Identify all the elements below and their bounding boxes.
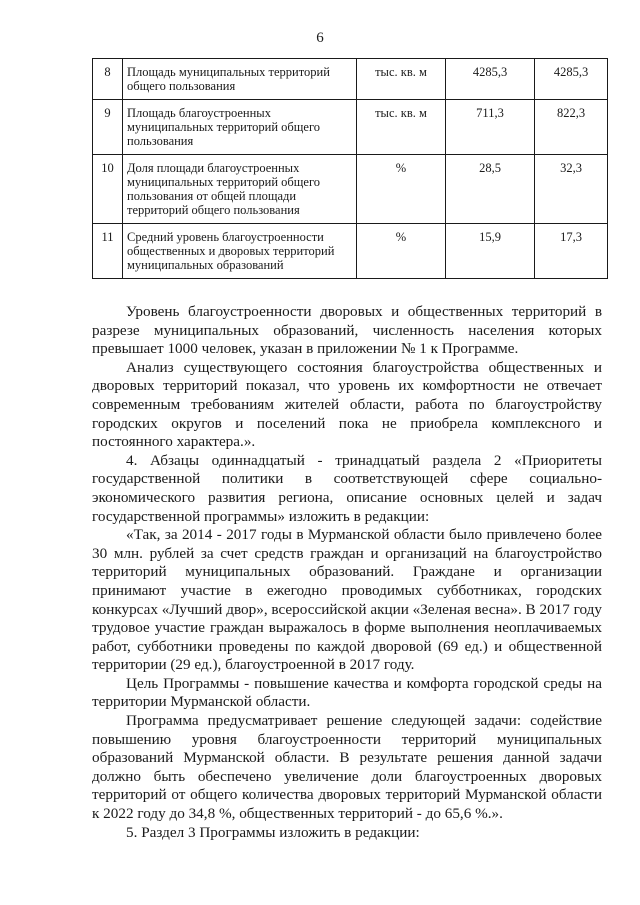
paragraph: Программа предусматривает решение следующей задачи: содействие повышению уровня благоустроенности территорий муниципальных образований Мурманской области. В результате решения данной задачи должно быть обеспечено увеличение доли благоустроенных дворовых территорий от общего количества дворовых территорий Мурманской области к 2022 году до 34,8 %, общественных территорий - до 65,6 %.». <box>92 712 602 823</box>
table-row <box>93 59 608 100</box>
value-cell: 17,3 <box>535 224 608 279</box>
paragraph: 4. Абзацы одиннадцатый - тринадцатый раздела 2 «Приоритеты государственной политики в соответствующей сфере социально-экономического развития региона, описание основных целей и задач государственной программы» изложить в редакции: <box>92 451 602 525</box>
row-number: 10 <box>93 155 123 224</box>
unit-cell: % <box>357 155 446 224</box>
value-cell: 822,3 <box>535 100 608 155</box>
value-cell: 32,3 <box>535 155 608 224</box>
indicators-table <box>92 58 608 279</box>
indicator-name: Доля площади благоустроенных муниципальных территорий общего пользования от общей площади территорий общего пользования <box>123 155 357 224</box>
paragraph: Уровень благоустроенности дворовых и общественных территорий в разрезе муниципальных образований, численность населения которых превышает 1000 человек, указан в приложении № 1 к Программе. <box>92 303 602 358</box>
paragraph: Цель Программы - повышение качества и комфорта городской среды на территории Мурманской области. <box>92 674 602 711</box>
body-text <box>92 303 602 842</box>
table-row <box>93 155 608 224</box>
indicator-name: Средний уровень благоустроенности общественных и дворовых территорий муниципальных образований <box>123 224 357 279</box>
row-number: 11 <box>93 224 123 279</box>
value-cell: 4285,3 <box>446 59 535 100</box>
paragraph: 5. Раздел 3 Программы изложить в редакции: <box>126 823 420 841</box>
value-cell: 28,5 <box>446 155 535 224</box>
page-number: 6 <box>316 30 324 46</box>
value-cell: 4285,3 <box>535 59 608 100</box>
unit-cell: % <box>357 224 446 279</box>
table-row <box>93 100 608 155</box>
indicator-name: Площадь муниципальных территорий общего пользования <box>123 59 357 100</box>
table-row <box>93 224 608 279</box>
unit-cell: тыс. кв. м <box>357 100 446 155</box>
unit-cell: тыс. кв. м <box>357 59 446 100</box>
row-number: 8 <box>93 59 123 100</box>
paragraph: «Так, за 2014 - 2017 годы в Мурманской области было привлечено более 30 млн. рублей за счет средств граждан и организаций на благоустройство территорий муниципальных образований. Граждане и организации принимают участие в ежегодно проводимых субботниках, городских конкурсах «Лучший двор», всероссийской акции «Зеленая весна». В 2017 году трудовое участие граждан выражалось в форме выполнения неоплачиваемых работ, субботники проведены по каждой дворовой (69 ед.) и общественной территории (29 ед.), благоустроенной в 2017 году. <box>92 526 602 674</box>
indicator-name: Площадь благоустроенных муниципальных территорий общего пользования <box>123 100 357 155</box>
paragraph: Анализ существующего состояния благоустройства общественных и дворовых территорий показал, что уровень их комфортности не отвечает современным требованиям жителей области, работа по благоустройству городских округов и поселений пока не приобрела комплексного и постоянного характера.». <box>92 358 602 451</box>
value-cell: 15,9 <box>446 224 535 279</box>
value-cell: 711,3 <box>446 100 535 155</box>
row-number: 9 <box>93 100 123 155</box>
